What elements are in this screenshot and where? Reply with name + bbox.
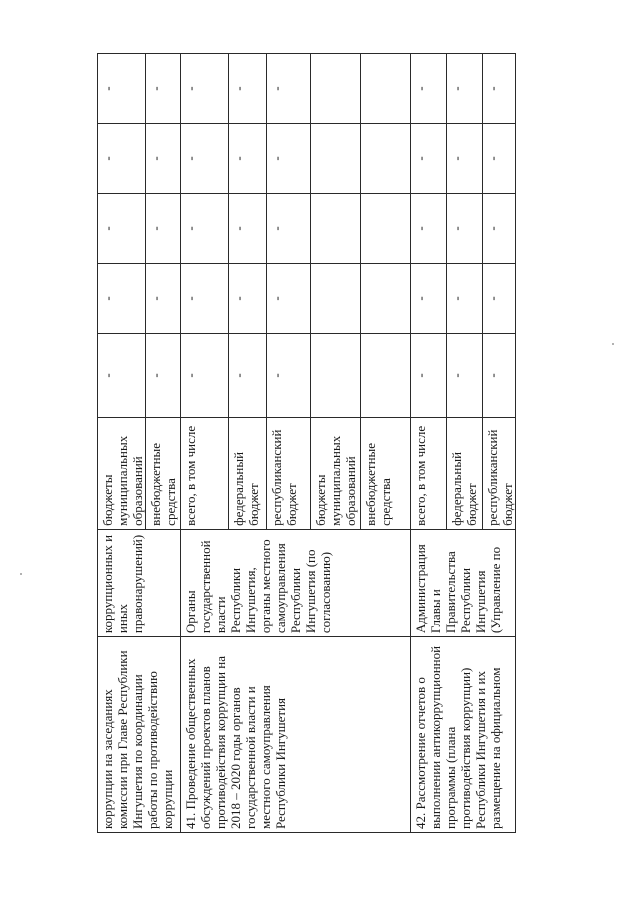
amount-cell [311,54,361,124]
funding-source-label: всего, в том числе [181,417,229,529]
amount-cell: - [411,333,447,417]
amount-cell: - [483,193,516,263]
amount-cell: - [447,124,483,194]
funding-source-label: бюджеты муниципальных образований [98,417,146,529]
program-table [97,53,516,833]
table-row [181,54,229,833]
amount-cell: - [447,193,483,263]
funding-source-label: федеральный бюджет [229,417,267,529]
amount-cell [361,124,411,194]
amount-cell [311,263,361,333]
amount-cell: - [181,193,229,263]
executor-cell [181,529,411,636]
amount-cell: - [267,333,311,417]
measure-cell: 41. Проведение общественных обсуждений проектов планов противодействия коррупции на 2018 – 2020 годы органов государственной власти и местного самоуправления Республики Ингушетия [181,637,411,833]
amount-cell: - [267,263,311,333]
funding-source-label: федеральный бюджет [447,417,483,529]
amount-cell: - [146,54,181,124]
amount-cell: - [146,333,181,417]
funding-source-label: республиканский бюджет [483,417,516,529]
amount-cell: - [447,54,483,124]
table-body [98,54,516,833]
amount-cell: - [98,124,146,194]
amount-cell: - [98,193,146,263]
amount-cell [311,193,361,263]
measure-cell: коррупции на заседаниях комиссии при Главе Республики Ингушетия по координации работы по противодействию коррупции [98,637,181,833]
amount-cell: - [229,193,267,263]
amount-cell: - [98,263,146,333]
amount-cell: - [267,193,311,263]
amount-cell [361,193,411,263]
amount-cell [311,333,361,417]
amount-cell: - [98,54,146,124]
amount-cell: - [181,263,229,333]
amount-cell: - [146,263,181,333]
amount-cell: - [229,54,267,124]
table-row [98,54,146,833]
amount-cell: - [229,333,267,417]
amount-cell: - [411,124,447,194]
scan-speck [20,573,22,575]
funding-source-label: всего, в том числе [411,417,447,529]
amount-cell: - [411,54,447,124]
amount-cell: - [483,263,516,333]
amount-cell [361,54,411,124]
amount-cell: - [411,263,447,333]
amount-cell: - [483,124,516,194]
amount-cell: - [483,54,516,124]
amount-cell: - [146,193,181,263]
amount-cell: - [181,333,229,417]
amount-cell: - [98,333,146,417]
executor-text: Органы государственной власти Республики Ингушетия, органы местного самоуправления Республики Ингушетия (по согласованию) [183,539,333,634]
funding-source-label: бюджеты муниципальных образований [311,417,361,529]
measure-cell: 42. Рассмотрение отчетов о выполнении антикоррупционной программы (плана противодействия коррупции) Республики Ингушетия и их размещение на официальном [411,637,516,833]
executor-cell [411,529,516,636]
executor-text: Администрация Главы и Правительства Республики Ингушетия (Управление по [413,544,503,634]
amount-cell: - [447,263,483,333]
funding-source-label: внебюджетные средства [146,417,181,529]
amount-cell: - [229,263,267,333]
amount-cell: - [229,124,267,194]
funding-source-label: внебюджетные средства [361,417,411,529]
scan-speck [612,343,614,345]
amount-cell: - [447,333,483,417]
amount-cell: - [483,333,516,417]
amount-cell: - [267,124,311,194]
funding-source-label: республиканский бюджет [267,417,311,529]
amount-cell: - [146,124,181,194]
amount-cell: - [181,124,229,194]
amount-cell [311,124,361,194]
amount-cell: - [411,193,447,263]
amount-cell: - [267,54,311,124]
amount-cell [361,263,411,333]
amount-cell: - [181,54,229,124]
amount-cell [361,333,411,417]
executor-cell: коррупционных и иных правонарушений) [98,529,181,636]
table-row [411,54,447,833]
